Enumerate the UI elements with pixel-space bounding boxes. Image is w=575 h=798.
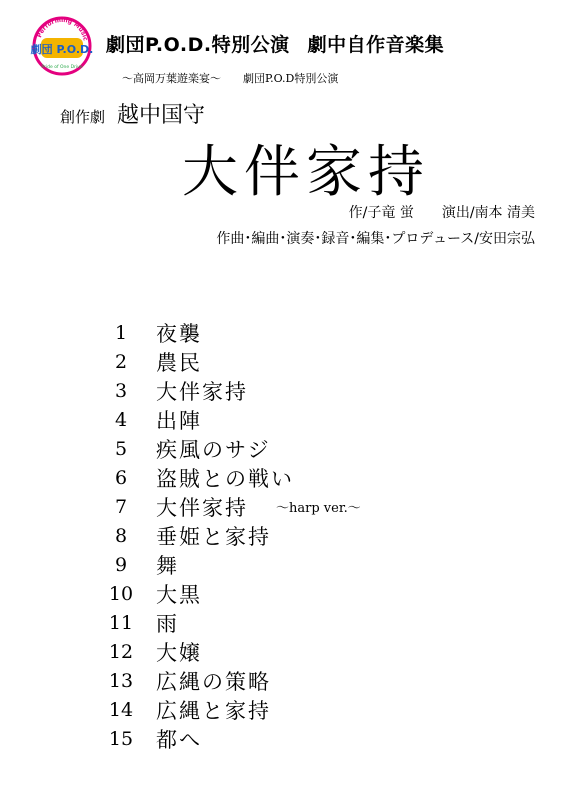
play-genre-line <box>60 98 205 129</box>
track-item <box>96 608 361 637</box>
track-number: 13 <box>108 669 134 692</box>
track-number: 10 <box>108 582 134 605</box>
track-number: 5 <box>114 437 128 460</box>
header-title <box>106 30 444 57</box>
header-subtitle-event: 〜高岡万葉遊楽宴〜 <box>122 72 221 85</box>
track-number: 7 <box>114 495 128 518</box>
track-item <box>96 579 361 608</box>
track-number: 12 <box>108 640 134 663</box>
credit-music: 作曲･編曲･演奏･録音･編集･プロデュース/安田宗弘 <box>216 231 535 247</box>
credits <box>216 200 535 252</box>
track-number: 8 <box>114 524 128 547</box>
track-title: 広縄と家持 <box>156 698 271 723</box>
track-note: 〜harp ver.〜 <box>276 501 361 516</box>
track-title: 大黒 <box>156 582 202 607</box>
header-title-collection: 劇中自作音楽集 <box>307 34 445 56</box>
header-subtitle <box>122 70 338 86</box>
logo-main-text: 劇団 P.O.D. <box>30 43 94 56</box>
credit-director: 演出/南本 清美 <box>441 205 535 221</box>
logo-top-text: Performing Music <box>36 16 89 42</box>
track-title: 農民 <box>156 350 202 375</box>
track-item <box>96 637 361 666</box>
track-item <box>96 434 361 463</box>
track-title: 広縄の策略 <box>156 669 271 694</box>
track-item <box>96 463 361 492</box>
track-title: 出陣 <box>156 408 202 433</box>
track-item <box>96 492 361 521</box>
track-item <box>96 724 361 753</box>
track-number: 4 <box>114 408 128 431</box>
track-title: 都へ <box>156 727 202 752</box>
track-title: 夜襲 <box>156 321 202 346</box>
pod-logo <box>30 14 94 76</box>
credit-author: 作/子竜 蛍 <box>348 205 414 221</box>
track-item <box>96 550 361 579</box>
track-title: 垂姫と家持 <box>156 524 271 549</box>
track-item <box>96 318 361 347</box>
track-title: 疾風のサジ <box>156 437 271 462</box>
track-item <box>96 666 361 695</box>
play-title: 大伴家持 <box>182 140 430 205</box>
track-number: 3 <box>114 379 128 402</box>
track-title: 大伴家持 <box>156 379 248 404</box>
play-place: 越中国守 <box>117 103 206 128</box>
track-title: 雨 <box>156 611 179 636</box>
play-genre: 創作劇 <box>60 108 106 126</box>
track-title: 舞 <box>156 553 179 578</box>
track-number: 2 <box>114 350 128 373</box>
track-title: 盗賊との戦い <box>156 466 294 491</box>
track-item <box>96 695 361 724</box>
track-title: 大嬢 <box>156 640 202 665</box>
track-number: 15 <box>108 727 134 750</box>
header-title-company: 劇団P.O.D.特別公演 <box>106 34 290 56</box>
track-number: 1 <box>114 321 128 344</box>
header-subtitle-company: 劇団P.O.D特別公演 <box>243 72 339 85</box>
track-item <box>96 521 361 550</box>
pod-logo-graphic <box>30 14 94 76</box>
track-number: 6 <box>114 466 128 489</box>
logo-bottom-text: Pride of One Drive <box>41 65 83 70</box>
track-item <box>96 347 361 376</box>
track-list <box>96 318 361 753</box>
track-number: 11 <box>108 611 134 634</box>
track-number: 14 <box>108 698 134 721</box>
track-title: 大伴家持 <box>156 495 248 520</box>
track-item <box>96 376 361 405</box>
credits-row-1 <box>216 200 535 226</box>
track-number: 9 <box>114 553 128 576</box>
track-item <box>96 405 361 434</box>
